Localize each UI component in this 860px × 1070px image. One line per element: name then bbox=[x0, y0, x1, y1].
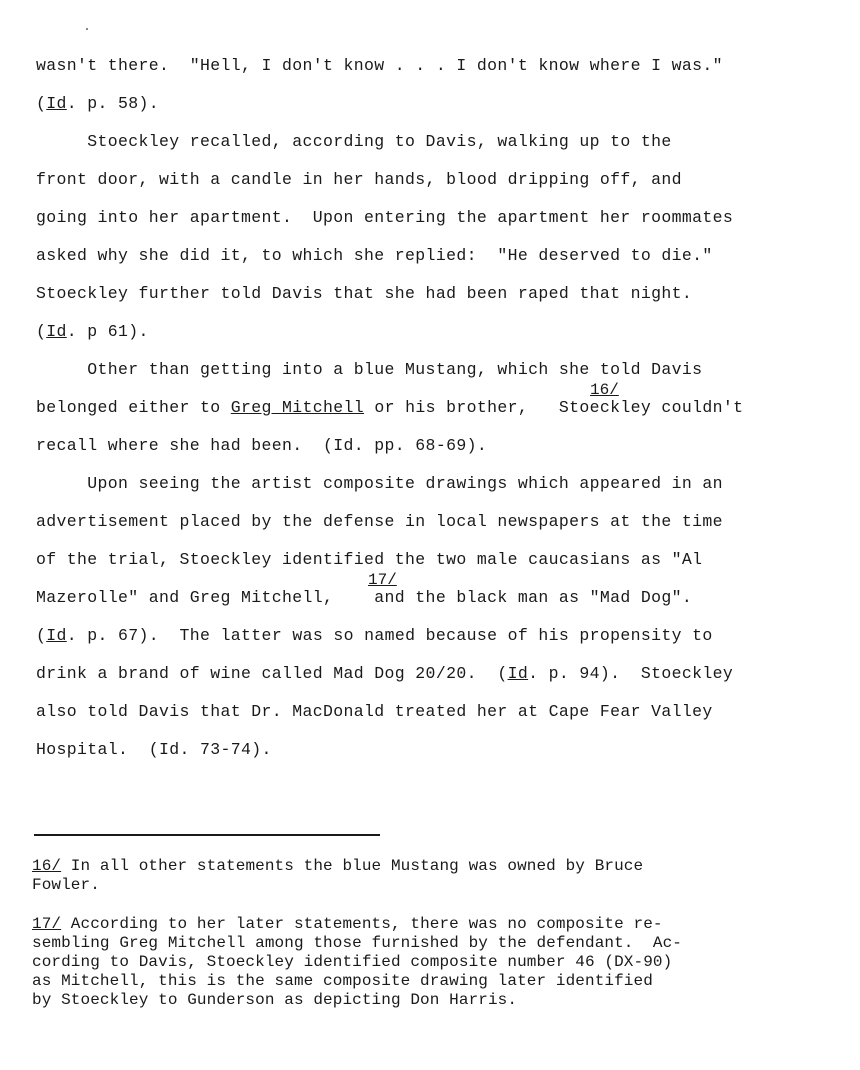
text-line: front door, with a candle in her hands, blood dripping off, and bbox=[36, 170, 682, 189]
citation-id: Id bbox=[46, 94, 67, 113]
citation-id: Id bbox=[46, 626, 67, 645]
text-line: Stoeckley further told Davis that she had been raped that night. bbox=[36, 284, 693, 303]
footnote-number: 17/ bbox=[32, 915, 62, 933]
footnote-number: 16/ bbox=[32, 857, 62, 875]
footnote-17-cont: as Mitchell, this is the same composite drawing later identified bbox=[32, 972, 653, 990]
footnote-17: 17/ According to her later statements, there was no composite re- bbox=[32, 915, 663, 933]
footnote-16: 16/ In all other statements the blue Mustang was owned by Bruce bbox=[32, 857, 644, 875]
footnote-ref-16: 16/ bbox=[590, 381, 619, 399]
text-line: asked why she did it, to which she replied: "He deserved to die." bbox=[36, 246, 713, 265]
text-line: Hospital. (Id. 73-74). bbox=[36, 740, 272, 759]
citation-id: Id bbox=[46, 322, 67, 341]
text-line: wasn't there. "Hell, I don't know . . . I don't know where I was." bbox=[36, 56, 723, 75]
footnote-divider bbox=[34, 834, 380, 836]
text-line: Upon seeing the artist composite drawings which appeared in an bbox=[36, 474, 723, 493]
text-line: also told Davis that Dr. MacDonald treated her at Cape Fear Valley bbox=[36, 702, 713, 721]
text-line: drink a brand of wine called Mad Dog 20/20. (Id. p. 94). Stoeckley bbox=[36, 664, 734, 683]
text-line: advertisement placed by the defense in local newspapers at the time bbox=[36, 512, 723, 531]
text-line: Mazerolle" and Greg Mitchell, and the black man as "Mad Dog". bbox=[36, 588, 693, 607]
footnote-17-cont: cording to Davis, Stoeckley identified composite number 46 (DX-90) bbox=[32, 953, 673, 971]
text-line: recall where she had been. (Id. pp. 68-69). bbox=[36, 436, 488, 455]
footnote-17-cont: by Stoeckley to Gunderson as depicting Don Harris. bbox=[32, 991, 518, 1009]
text-line: of the trial, Stoeckley identified the two male caucasians as "Al bbox=[36, 550, 703, 569]
text-line: (Id. p 61). bbox=[36, 322, 149, 341]
text-line: belonged either to Greg Mitchell or his brother, Stoeckley couldn't bbox=[36, 398, 744, 417]
footnote-16-cont: Fowler. bbox=[32, 876, 100, 894]
name-greg-mitchell: Greg Mitchell bbox=[230, 398, 365, 417]
text-line: (Id. p. 58). bbox=[36, 94, 160, 113]
scan-speck bbox=[86, 28, 88, 30]
text-line: Other than getting into a blue Mustang, which she told Davis bbox=[36, 360, 703, 379]
citation-id: Id bbox=[507, 664, 529, 683]
footnote-17-cont: sembling Greg Mitchell among those furnished by the defendant. Ac- bbox=[32, 934, 683, 952]
footnote-ref-17: 17/ bbox=[368, 571, 397, 589]
text-line: (Id. p. 67). The latter was so named because of his propensity to bbox=[36, 626, 713, 645]
text-line: going into her apartment. Upon entering the apartment her roommates bbox=[36, 208, 734, 227]
text-line: Stoeckley recalled, according to Davis, walking up to the bbox=[36, 132, 672, 151]
